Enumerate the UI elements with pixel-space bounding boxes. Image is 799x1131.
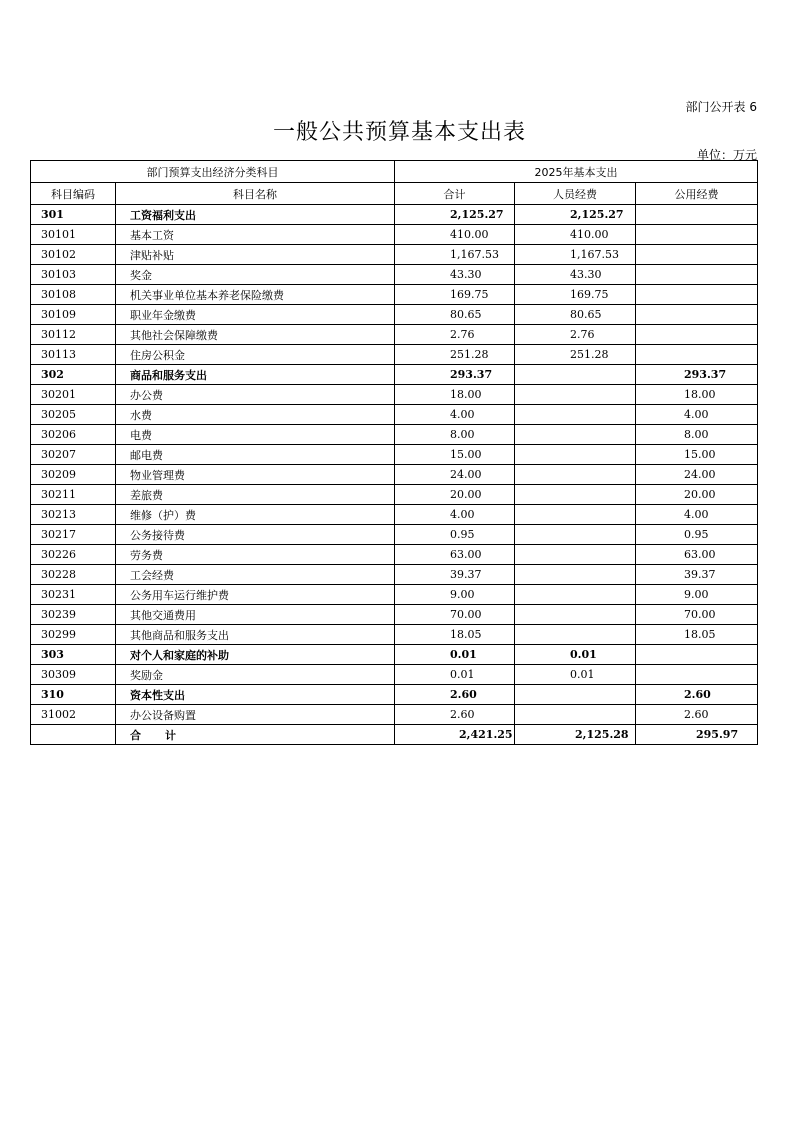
page-title: 一般公共预算基本支出表 — [272, 120, 526, 145]
table-row — [31, 605, 758, 625]
cell-code: 30217 — [31, 525, 116, 545]
cell-code: 30103 — [31, 265, 116, 285]
cell-personnel: 0.01 — [515, 645, 636, 665]
cell-public: 2.60 — [636, 705, 758, 725]
cell-total: 2.60 — [395, 705, 515, 725]
cell-total: 43.30 — [395, 265, 515, 285]
cell-name: 电费 — [116, 425, 395, 445]
cell-name: 奖金 — [116, 265, 395, 285]
header-group-basic-expenditure: 2025年基本支出 — [395, 161, 758, 183]
cell-personnel — [515, 405, 636, 425]
header-column-row — [31, 183, 758, 205]
cell-code: 302 — [31, 365, 116, 385]
cell-total: 4.00 — [395, 505, 515, 525]
cell-personnel: 1,167.53 — [515, 245, 636, 265]
cell-name: 公务接待费 — [116, 525, 395, 545]
cell-total: 1,167.53 — [395, 245, 515, 265]
total-personnel: 2,125.28 — [515, 725, 636, 745]
cell-public: 2.60 — [636, 685, 758, 705]
cell-total: 18.05 — [395, 625, 515, 645]
cell-code: 30239 — [31, 605, 116, 625]
table-row — [31, 525, 758, 545]
unit-label: 单位：万元 — [696, 148, 757, 162]
cell-name: 机关事业单位基本养老保险缴费 — [116, 285, 395, 305]
cell-code: 31002 — [31, 705, 116, 725]
table-row — [31, 425, 758, 445]
table-row — [31, 405, 758, 425]
total-row — [31, 725, 758, 745]
cell-code: 30205 — [31, 405, 116, 425]
table-body — [31, 205, 758, 745]
cell-code: 30113 — [31, 345, 116, 365]
total-sum: 2,421.25 — [395, 725, 515, 745]
cell-personnel — [515, 505, 636, 525]
cell-total: 410.00 — [395, 225, 515, 245]
table-row — [31, 565, 758, 585]
cell-total: 15.00 — [395, 445, 515, 465]
header-code: 科目编码 — [31, 183, 116, 205]
cell-total: 9.00 — [395, 585, 515, 605]
cell-code: 30309 — [31, 665, 116, 685]
cell-personnel — [515, 485, 636, 505]
cell-total: 24.00 — [395, 465, 515, 485]
cell-total: 20.00 — [395, 485, 515, 505]
cell-code: 30102 — [31, 245, 116, 265]
cell-name: 奖励金 — [116, 665, 395, 685]
table-row — [31, 305, 758, 325]
table-row — [31, 485, 758, 505]
cell-public: 4.00 — [636, 505, 758, 525]
cell-code: 310 — [31, 685, 116, 705]
cell-name: 物业管理费 — [116, 465, 395, 485]
cell-code: 30109 — [31, 305, 116, 325]
total-public: 295.97 — [636, 725, 758, 745]
cell-name: 水费 — [116, 405, 395, 425]
cell-name: 商品和服务支出 — [116, 365, 395, 385]
cell-code: 30207 — [31, 445, 116, 465]
header-total: 合计 — [395, 183, 515, 205]
cell-personnel — [515, 425, 636, 445]
cell-personnel: 251.28 — [515, 345, 636, 365]
cell-name: 工资福利支出 — [116, 205, 395, 225]
cell-public — [636, 305, 758, 325]
cell-public — [636, 645, 758, 665]
cell-personnel — [515, 605, 636, 625]
cell-name: 基本工资 — [116, 225, 395, 245]
table-row — [31, 385, 758, 405]
table-row — [31, 325, 758, 345]
cell-personnel: 2.76 — [515, 325, 636, 345]
table-row — [31, 625, 758, 645]
cell-public: 70.00 — [636, 605, 758, 625]
cell-code: 30209 — [31, 465, 116, 485]
cell-personnel — [515, 525, 636, 545]
cell-name: 公务用车运行维护费 — [116, 585, 395, 605]
cell-personnel — [515, 565, 636, 585]
cell-name: 职业年金缴费 — [116, 305, 395, 325]
cell-public — [636, 325, 758, 345]
cell-public — [636, 245, 758, 265]
cell-public — [636, 665, 758, 685]
cell-total: 2,125.27 — [395, 205, 515, 225]
cell-personnel — [515, 445, 636, 465]
cell-name: 邮电费 — [116, 445, 395, 465]
cell-public: 9.00 — [636, 585, 758, 605]
table-row — [31, 505, 758, 525]
cell-name: 其他交通费用 — [116, 605, 395, 625]
cell-public — [636, 285, 758, 305]
cell-public: 24.00 — [636, 465, 758, 485]
cell-name: 津贴补贴 — [116, 245, 395, 265]
cell-name: 差旅费 — [116, 485, 395, 505]
cell-public: 4.00 — [636, 405, 758, 425]
cell-personnel: 410.00 — [515, 225, 636, 245]
cell-total: 0.01 — [395, 645, 515, 665]
cell-code: 30228 — [31, 565, 116, 585]
cell-public — [636, 265, 758, 285]
cell-name: 工会经费 — [116, 565, 395, 585]
header-personnel: 人员经费 — [515, 183, 636, 205]
header-group-classification: 部门预算支出经济分类科目 — [31, 161, 395, 183]
header-public: 公用经费 — [636, 183, 758, 205]
cell-name: 办公费 — [116, 385, 395, 405]
cell-total: 169.75 — [395, 285, 515, 305]
table-row — [31, 705, 758, 725]
cell-total: 0.01 — [395, 665, 515, 685]
cell-public: 18.05 — [636, 625, 758, 645]
cell-total: 63.00 — [395, 545, 515, 565]
table-row — [31, 645, 758, 665]
cell-public: 18.00 — [636, 385, 758, 405]
cell-public — [636, 345, 758, 365]
cell-code: 30231 — [31, 585, 116, 605]
cell-name: 其他商品和服务支出 — [116, 625, 395, 645]
cell-personnel — [515, 685, 636, 705]
cell-personnel — [515, 705, 636, 725]
table-row — [31, 685, 758, 705]
cell-name: 其他社会保障缴费 — [116, 325, 395, 345]
cell-total: 70.00 — [395, 605, 515, 625]
form-number: 部门公开表 6 — [685, 100, 757, 114]
cell-code: 30101 — [31, 225, 116, 245]
total-label: 合计 — [116, 725, 395, 745]
cell-code: 30213 — [31, 505, 116, 525]
cell-public: 63.00 — [636, 545, 758, 565]
cell-public: 39.37 — [636, 565, 758, 585]
cell-name: 劳务费 — [116, 545, 395, 565]
cell-name: 资本性支出 — [116, 685, 395, 705]
cell-total: 2.76 — [395, 325, 515, 345]
cell-personnel — [515, 365, 636, 385]
cell-personnel — [515, 625, 636, 645]
header-name: 科目名称 — [116, 183, 395, 205]
cell-total: 80.65 — [395, 305, 515, 325]
cell-code: 30226 — [31, 545, 116, 565]
cell-total: 39.37 — [395, 565, 515, 585]
header-group-row — [31, 161, 758, 183]
total-code — [31, 725, 116, 745]
cell-total: 18.00 — [395, 385, 515, 405]
cell-personnel — [515, 585, 636, 605]
cell-code: 30299 — [31, 625, 116, 645]
table-row — [31, 585, 758, 605]
cell-total: 293.37 — [395, 365, 515, 385]
cell-code: 30112 — [31, 325, 116, 345]
cell-public: 293.37 — [636, 365, 758, 385]
table-row — [31, 285, 758, 305]
cell-code: 301 — [31, 205, 116, 225]
table-row — [31, 365, 758, 385]
table-row — [31, 665, 758, 685]
cell-personnel — [515, 465, 636, 485]
cell-name: 维修（护）费 — [116, 505, 395, 525]
cell-public: 8.00 — [636, 425, 758, 445]
cell-personnel — [515, 385, 636, 405]
table-row — [31, 225, 758, 245]
cell-total: 0.95 — [395, 525, 515, 545]
cell-code: 30206 — [31, 425, 116, 445]
budget-table — [30, 160, 758, 745]
cell-personnel: 43.30 — [515, 265, 636, 285]
cell-personnel: 80.65 — [515, 305, 636, 325]
table-row — [31, 205, 758, 225]
table-row — [31, 245, 758, 265]
cell-public: 20.00 — [636, 485, 758, 505]
table-row — [31, 345, 758, 365]
cell-public: 0.95 — [636, 525, 758, 545]
cell-total: 8.00 — [395, 425, 515, 445]
cell-public: 15.00 — [636, 445, 758, 465]
cell-personnel: 0.01 — [515, 665, 636, 685]
cell-total: 2.60 — [395, 685, 515, 705]
cell-total: 251.28 — [395, 345, 515, 365]
cell-personnel: 2,125.27 — [515, 205, 636, 225]
cell-code: 303 — [31, 645, 116, 665]
table-row — [31, 465, 758, 485]
cell-personnel — [515, 545, 636, 565]
cell-code: 30201 — [31, 385, 116, 405]
cell-public — [636, 225, 758, 245]
cell-name: 对个人和家庭的补助 — [116, 645, 395, 665]
table-row — [31, 445, 758, 465]
cell-name: 住房公积金 — [116, 345, 395, 365]
cell-public — [636, 205, 758, 225]
cell-personnel: 169.75 — [515, 285, 636, 305]
cell-name: 办公设备购置 — [116, 705, 395, 725]
cell-code: 30108 — [31, 285, 116, 305]
cell-code: 30211 — [31, 485, 116, 505]
cell-total: 4.00 — [395, 405, 515, 425]
table-row — [31, 545, 758, 565]
table-row — [31, 265, 758, 285]
